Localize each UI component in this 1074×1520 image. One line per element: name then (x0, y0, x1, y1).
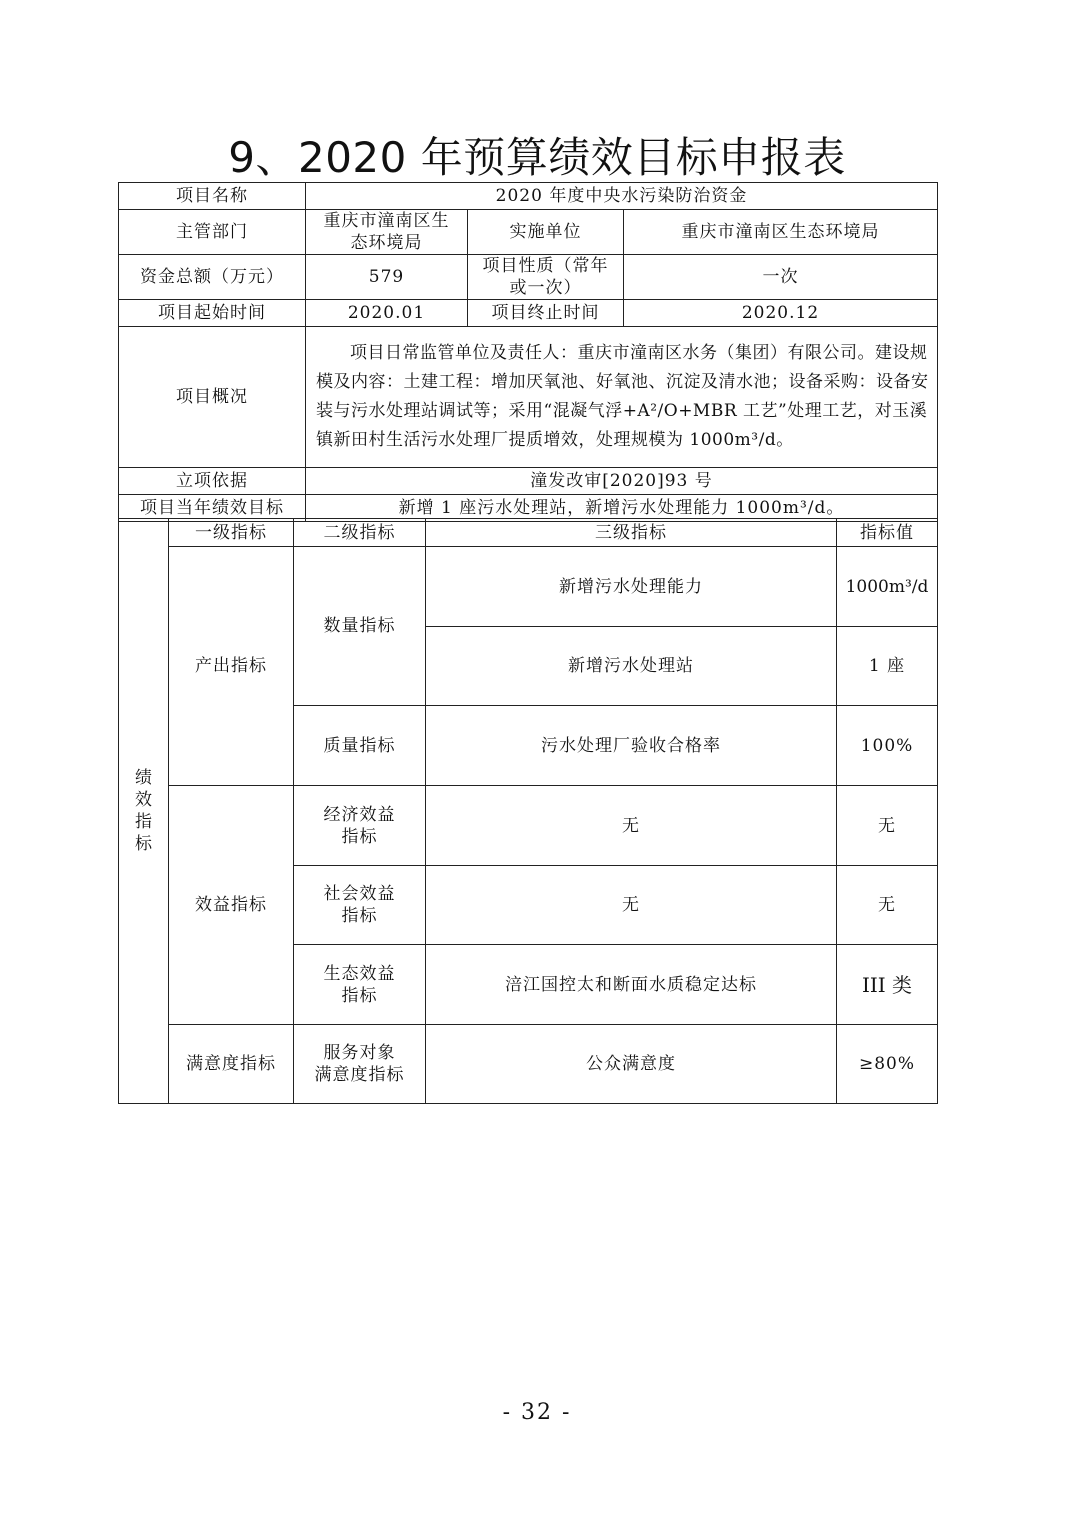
q1-name: 新增污水处理能力 (426, 547, 837, 627)
eco-value: III 类 (837, 945, 938, 1025)
social-label-line1: 社会效益 (323, 884, 396, 904)
social-indicator-label (294, 866, 426, 945)
social-value: 无 (837, 866, 938, 945)
satisfaction-indicator-label: 满意度指标 (169, 1025, 294, 1104)
nature-label-line1: 项目性质（常年 (482, 256, 609, 276)
quantity-indicator-label: 数量指标 (294, 547, 426, 706)
page-number: - 32 - (502, 1400, 572, 1425)
project-name-value: 2020 年度中央水污染防治资金 (306, 183, 938, 210)
header-level1: 一级指标 (169, 519, 294, 547)
quality-name: 污水处理厂验收合格率 (426, 706, 837, 786)
econ-name: 无 (426, 786, 837, 866)
eco-name: 涪江国控太和断面水质稳定达标 (426, 945, 837, 1025)
q2-value: 1 座 (837, 627, 938, 706)
service-name: 公众满意度 (426, 1025, 837, 1104)
performance-indicator-table (118, 518, 938, 1104)
benefit-indicator-label: 效益指标 (169, 786, 294, 1025)
perf-group-char: 指 (135, 812, 152, 832)
dept-value (306, 210, 468, 255)
perf-group-label (119, 519, 169, 1104)
fund-value: 579 (306, 255, 468, 300)
quality-indicator-label: 质量指标 (294, 706, 426, 786)
nature-label-line2: 或一次） (509, 278, 582, 298)
service-label-line2: 满意度指标 (314, 1065, 405, 1085)
impl-label: 实施单位 (468, 210, 624, 255)
social-label-line2: 指标 (341, 906, 378, 926)
header-value: 指标值 (837, 519, 938, 547)
impl-value: 重庆市潼南区生态环境局 (624, 210, 938, 255)
perf-group-char: 绩 (135, 768, 152, 788)
header-level2: 二级指标 (294, 519, 426, 547)
quality-value: 100% (837, 706, 938, 786)
dept-value-line1: 重庆市潼南区生 (323, 211, 450, 231)
start-label: 项目起始时间 (119, 300, 306, 327)
social-name: 无 (426, 866, 837, 945)
q2-name: 新增污水处理站 (426, 627, 837, 706)
dept-label: 主管部门 (119, 210, 306, 255)
econ-value: 无 (837, 786, 938, 866)
project-info-table (118, 182, 938, 522)
end-label: 项目终止时间 (468, 300, 624, 327)
dept-value-line2: 态环境局 (350, 233, 423, 253)
nature-value: 一次 (624, 255, 938, 300)
project-name-label: 项目名称 (119, 183, 306, 210)
service-value: ≥80% (837, 1025, 938, 1104)
eco-indicator-label (294, 945, 426, 1025)
nature-label (468, 255, 624, 300)
perf-group-char: 标 (135, 834, 152, 854)
goal-label: 项目当年绩效目标 (119, 495, 306, 522)
q1-value: 1000m³/d (837, 547, 938, 627)
basis-label: 立项依据 (119, 468, 306, 495)
output-indicator-label: 产出指标 (169, 547, 294, 786)
overview-label: 项目概况 (119, 327, 306, 468)
econ-label-line2: 指标 (341, 826, 378, 847)
goal-value: 新增 1 座污水处理站，新增污水处理能力 1000m³/d。 (306, 495, 938, 522)
econ-indicator-label (294, 786, 426, 866)
econ-label-line1: 经济效益 (323, 804, 396, 825)
service-label-line1: 服务对象 (323, 1043, 396, 1063)
page-title: 9、2020 年预算绩效目标申报表 (228, 133, 846, 182)
fund-label: 资金总额（万元） (119, 255, 306, 300)
service-indicator-label (294, 1025, 426, 1104)
basis-value: 潼发改审[2020]93 号 (306, 468, 938, 495)
perf-group-char: 效 (135, 790, 152, 810)
header-level3: 三级指标 (426, 519, 837, 547)
eco-label-line1: 生态效益 (323, 963, 396, 984)
eco-label-line2: 指标 (341, 985, 378, 1006)
start-value: 2020.01 (306, 300, 468, 327)
end-value: 2020.12 (624, 300, 938, 327)
overview-text: 项目日常监管单位及责任人：重庆市潼南区水务（集团）有限公司。建设规模及内容：土建工程：增加厌氧池、好氧池、沉淀及清水池；设备采购：设备安装与污水处理站调试等；采用“混凝气浮+A²/O+MBR 工艺”处理工艺，对玉溪镇新田村生活污水处理厂提质增效，处理规模为 1000m³/d。 (306, 327, 938, 468)
